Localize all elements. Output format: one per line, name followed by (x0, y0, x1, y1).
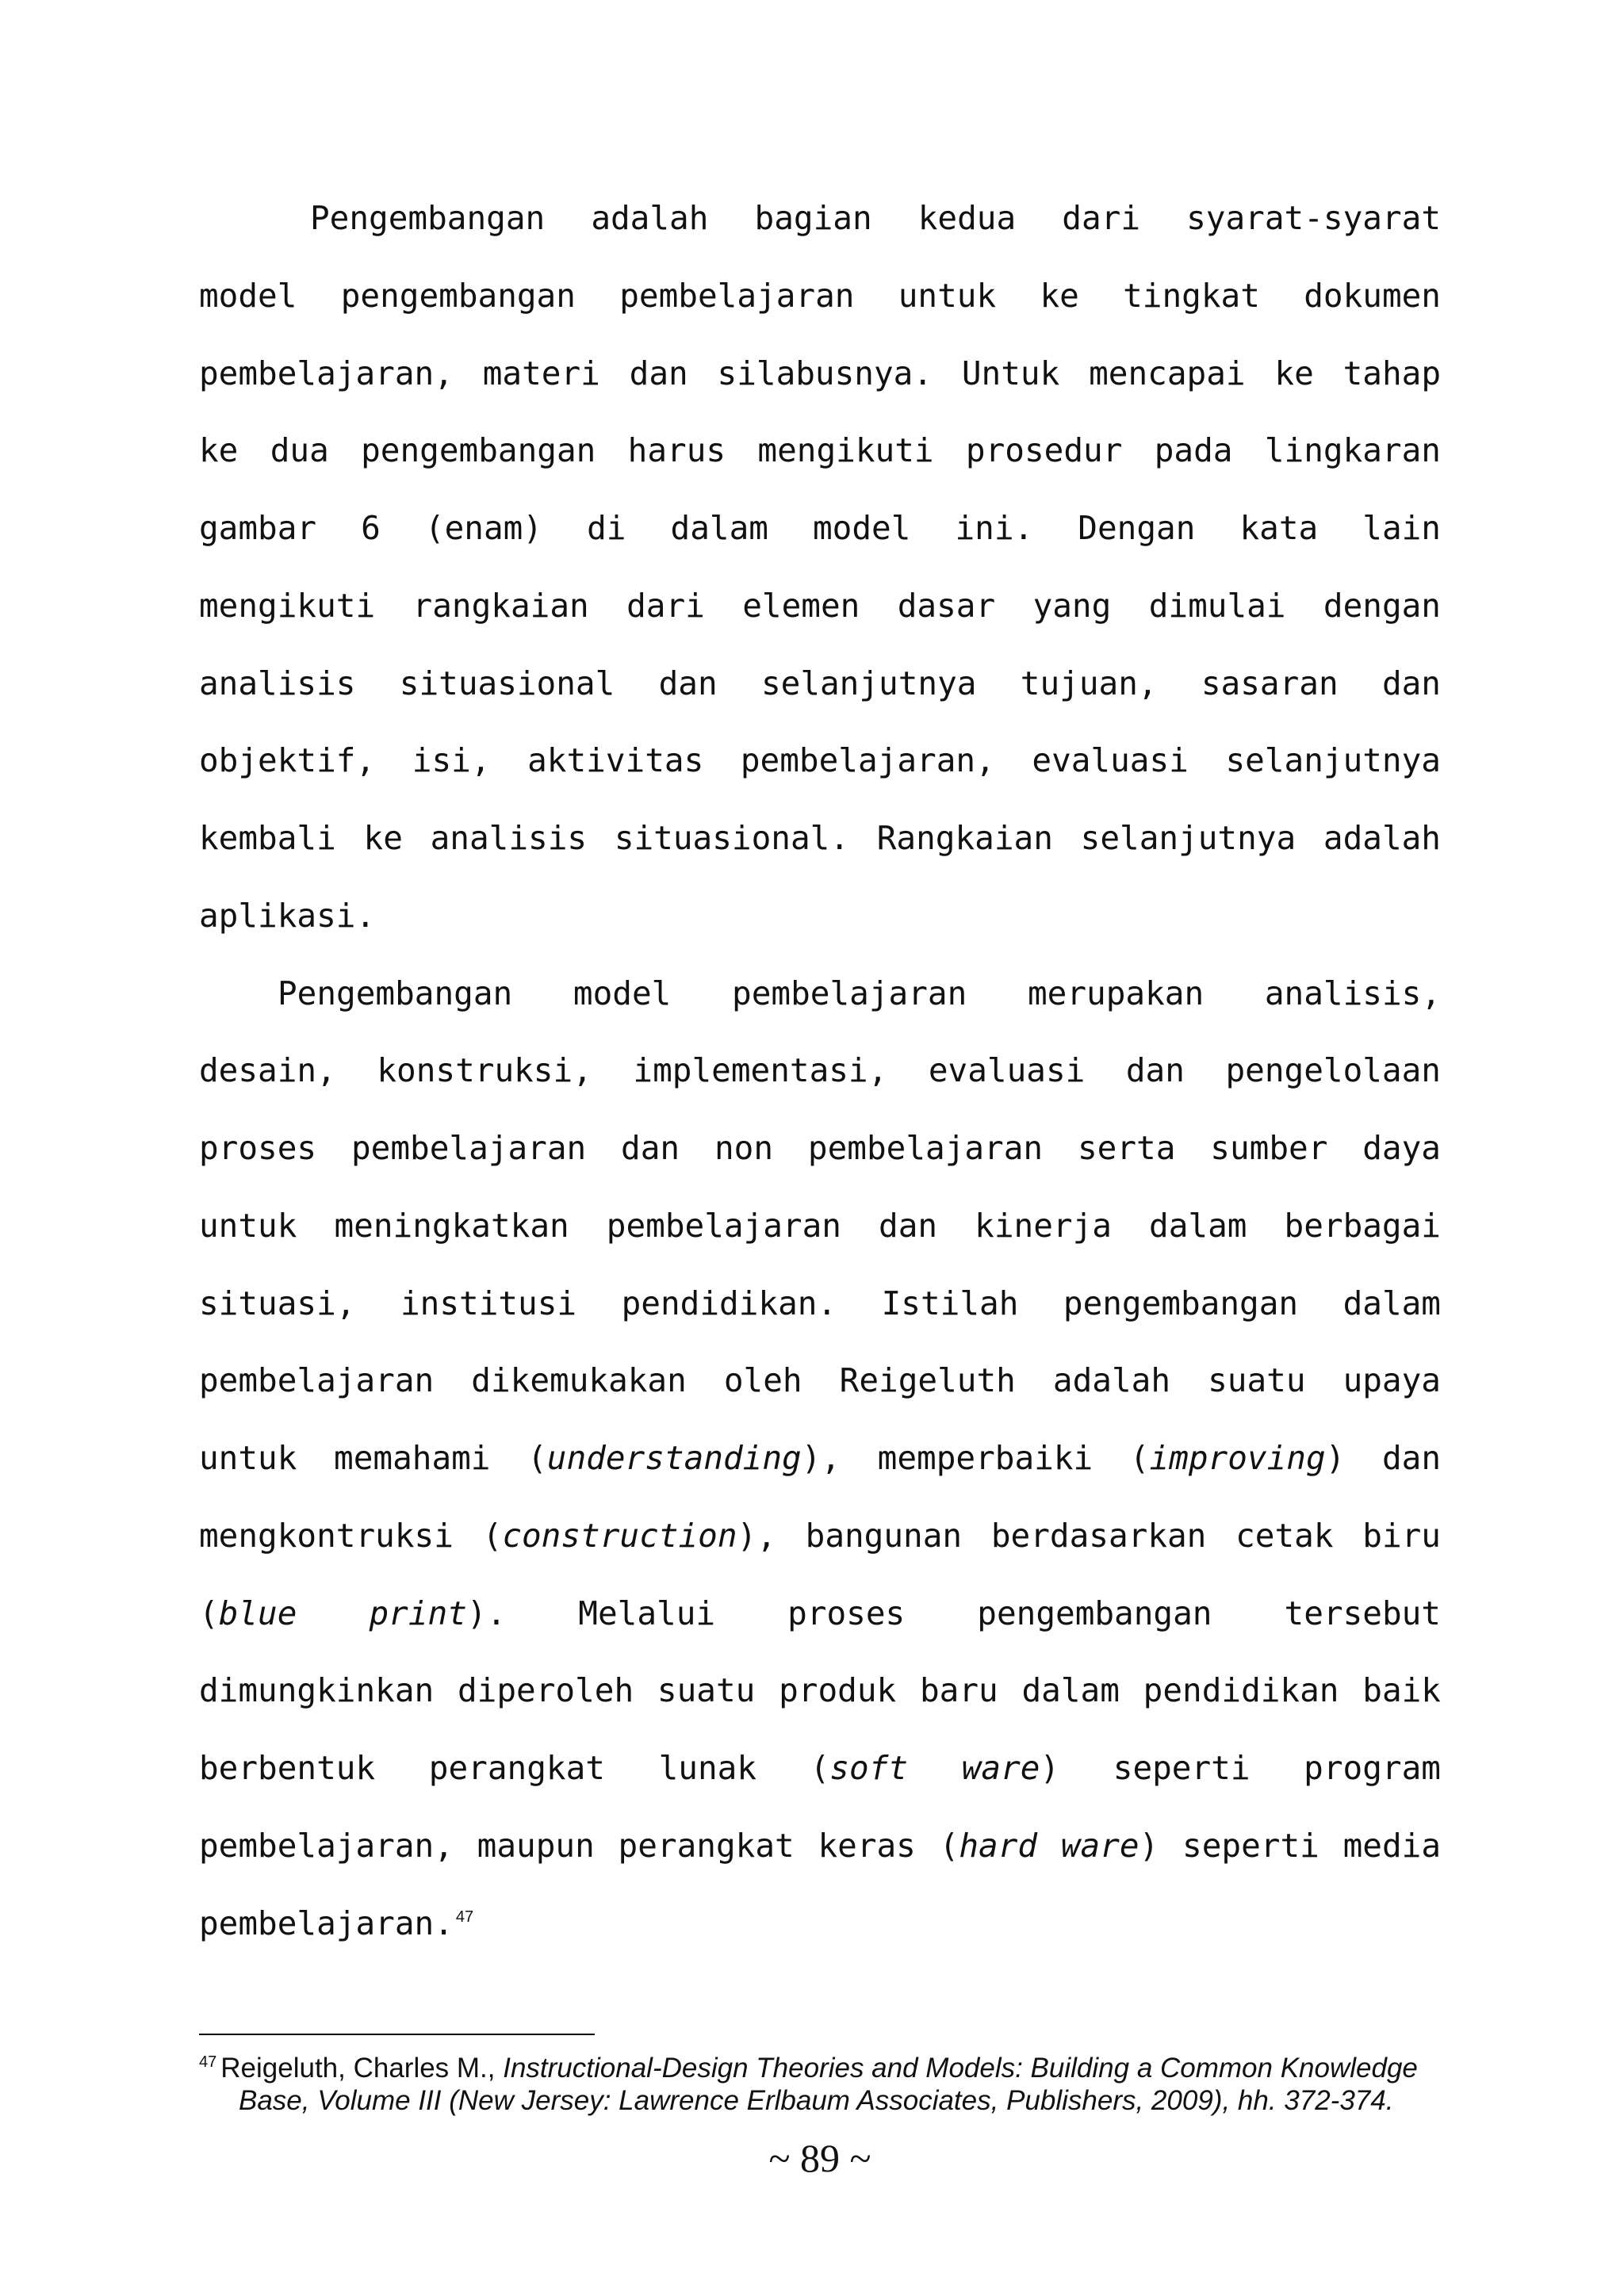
footnote (199, 2052, 1441, 2117)
text-segment: pembelajaran dikemukakan oleh Reigeluth adalah suatu upaya (199, 1361, 1441, 1400)
text-segment: aplikasi. (199, 896, 376, 935)
text-segment: Pengembangan adalah bagian kedua dari syarat-syarat (310, 199, 1441, 237)
text-segment: mengikuti rangkaian dari elemen dasar yang dimulai dengan (199, 586, 1441, 625)
text-segment: objektif, isi, aktivitas pembelajaran, evaluasi selanjutnya (199, 741, 1441, 780)
paragraph (199, 180, 1441, 955)
footnote-marker: 47 (199, 2053, 217, 2071)
italic-term: soft ware (829, 1749, 1040, 1787)
text-segment: untuk memahami ( (199, 1439, 547, 1477)
text-segment: model pengembangan pembelajaran untuk ke tingkat dokumen (199, 276, 1441, 315)
text-segment: berbentuk perangkat lunak ( (199, 1749, 830, 1787)
text-line (199, 1032, 1441, 1110)
text-line (199, 1730, 1441, 1808)
italic-term: Instructional-Design Theories and Models: Building a Common Knowledge (503, 2053, 1418, 2084)
text-line (199, 645, 1441, 723)
text-segment: mengkontruksi ( (199, 1516, 503, 1555)
text-line (199, 1420, 1441, 1498)
text-segment: ke dua pengembangan harus mengikuti prosedur pada lingkaran (199, 431, 1441, 470)
text-segment: ) seperti program (1040, 1749, 1441, 1787)
text-segment: situasi, institusi pendidikan. Istilah pengembangan dalam (199, 1284, 1441, 1322)
text-line (199, 1885, 1441, 1963)
text-line (199, 258, 1441, 335)
text-line (199, 1188, 1441, 1265)
text-line (199, 1110, 1441, 1188)
footnote-reference: 47 (455, 1908, 474, 1926)
text-line (199, 412, 1441, 490)
footnote-line (199, 2084, 1441, 2117)
text-segment: pembelajaran, materi dan silabusnya. Untuk mencapai ke tahap (199, 354, 1441, 392)
body-text (199, 180, 1441, 1962)
italic-term: improving (1149, 1439, 1326, 1477)
text-line (199, 335, 1441, 413)
italic-term: hard ware (959, 1826, 1139, 1865)
paragraph (199, 955, 1441, 1963)
text-line (199, 1652, 1441, 1730)
text-line (199, 1342, 1441, 1420)
text-segment: dimungkinkan diperoleh suatu produk baru dalam pendidikan baik (199, 1671, 1441, 1710)
text-segment: untuk meningkatkan pembelajaran dan kinerja dalam berbagai (199, 1206, 1441, 1245)
text-line (199, 955, 1441, 1033)
text-segment: ( (199, 1594, 219, 1632)
text-line (199, 1575, 1441, 1653)
italic-term: blue print (218, 1594, 467, 1632)
text-line (199, 180, 1441, 258)
text-line (199, 1498, 1441, 1575)
text-line (199, 878, 1441, 955)
text-segment: pembelajaran, maupun perangkat keras ( (199, 1826, 959, 1865)
text-line (199, 490, 1441, 568)
text-segment: desain, konstruksi, implementasi, evaluasi dan pengelolaan (199, 1051, 1441, 1090)
footnote-line (199, 2052, 1441, 2084)
text-segment: ) seperti media (1139, 1826, 1442, 1865)
text-segment: ), memperbaiki ( (801, 1439, 1150, 1477)
text-segment: proses pembelajaran dan non pembelajaran serta sumber daya (199, 1129, 1441, 1167)
text-line (199, 1808, 1441, 1885)
text-segment: ), bangunan berdasarkan cetak biru (737, 1516, 1441, 1555)
text-segment: ) dan (1325, 1439, 1442, 1477)
text-segment: pembelajaran. (199, 1904, 454, 1942)
text-segment: gambar 6 (enam) di dalam model ini. Dengan kata lain (199, 509, 1441, 547)
italic-term: Base, Volume III (New Jersey: Lawrence Erlbaum Associates, Publishers, 2009), hh. 372-374. (239, 2085, 1394, 2116)
text-line (199, 1265, 1441, 1343)
text-segment: analisis situasional dan selanjutnya tujuan, sasaran dan (199, 664, 1441, 702)
text-segment: Pengembangan model pembelajaran merupakan analisis, (278, 974, 1441, 1012)
text-line (199, 800, 1441, 878)
text-segment: ). Melalui proses pengembangan tersebut (466, 1594, 1441, 1632)
italic-term: understanding (546, 1439, 802, 1477)
footnote-separator (199, 2034, 595, 2035)
italic-term: construction (502, 1516, 737, 1555)
page-number: ~ 89 ~ (768, 2136, 871, 2180)
text-segment: Reigeluth, Charles M., (220, 2053, 504, 2084)
text-line (199, 568, 1441, 645)
text-line (199, 722, 1441, 800)
text-segment: kembali ke analisis situasional. Rangkaian selanjutnya adalah (199, 819, 1441, 857)
